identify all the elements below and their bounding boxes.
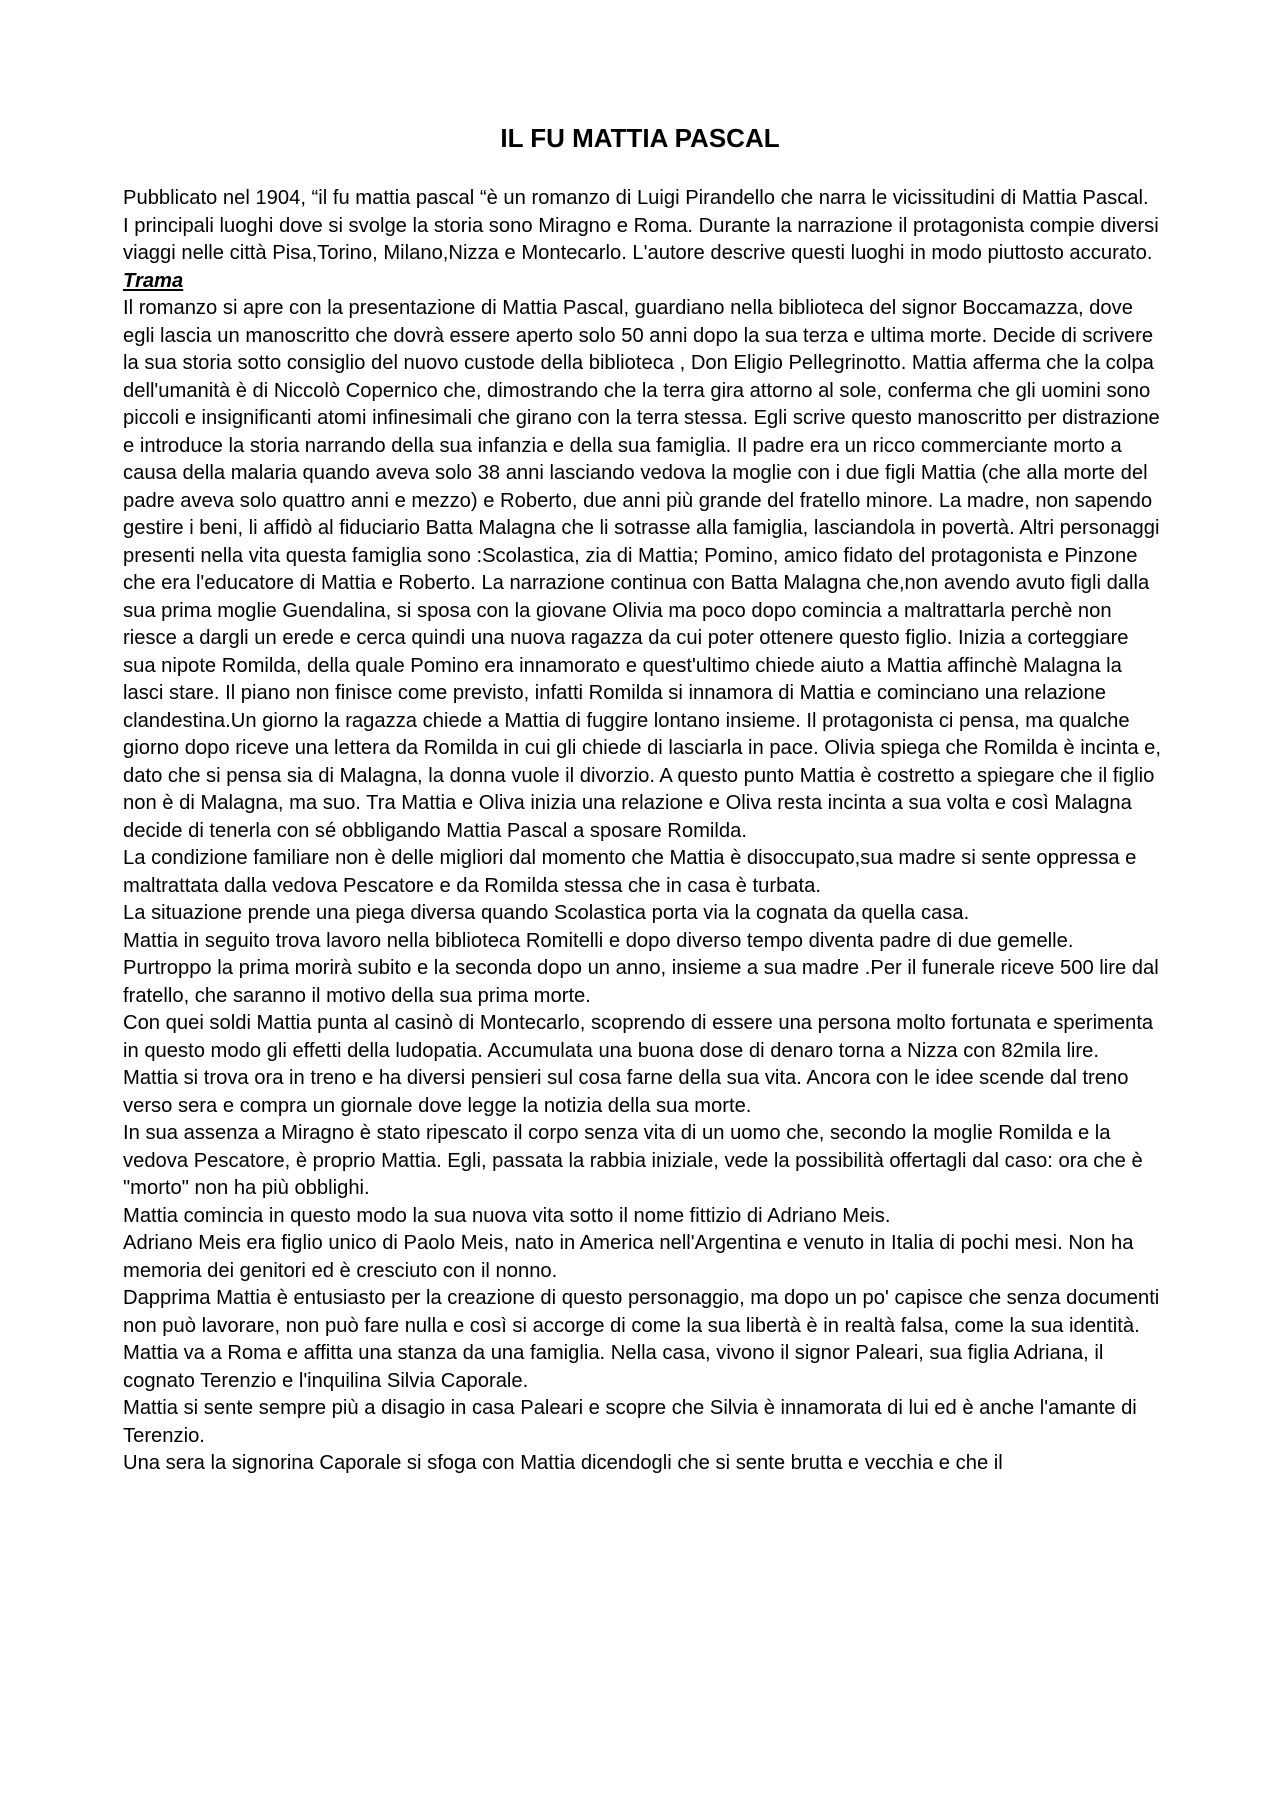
- plot-paragraph: Dapprima Mattia è entusiasto per la creazione di questo personaggio, ma dopo un po' capisce che senza documenti non può lavorare, non può fare nulla e così si accorge di come la sua libertà è in realtà falsa, come la sua identità.: [123, 1287, 1160, 1337]
- plot-paragraph: Il romanzo si apre con la presentazione di Mattia Pascal, guardiano nella biblioteca del signor Boccamazza, dove egli lascia un manoscritto che dovrà essere aperto solo 50 anni dopo la sua terza e ultima morte. Decide di scrivere la sua storia sotto consiglio del nuovo custode della biblioteca , Don Eligio Pellegrinotto. Mattia afferma che la colpa dell'umanità è di Niccolò Copernico che, dimostrando che la terra gira attorno al sole, conferma che gli uomini sono piccoli e insignificanti atomi infinesimali che girano con la terra stessa. Egli scrive questo manoscritto per distrazione e introduce la storia narrando della sua infanzia e della sua famiglia. Il padre era un ricco commerciante morto a causa della malaria quando aveva solo 38 anni lasciando vedova la moglie con i due figli Mattia (che alla morte del padre aveva solo quattro anni e mezzo) e Roberto, due anni più grande del fratello minore. La madre, non sapendo gestire i beni, li affidò al fiduciario Batta Malagna che li sotrasse alla famiglia, lasciandola in povertà. Altri personaggi presenti nella vita questa famiglia sono :Scolastica, zia di Mattia; Pomino, amico fidato del protagonista e Pinzone che era l'educatore di Mattia e Roberto. La narrazione continua con Batta Malagna che,non avendo avuto figli dalla sua prima moglie Guendalina, si sposa con la giovane Olivia ma poco dopo comincia a maltrattarla perchè non riesce a dargli un erede e cerca quindi una nuova ragazza da cui poter ottenere questo figlio. Inizia a corteggiare sua nipote Romilda, della quale Pomino era innamorato e quest'ultimo chiede aiuto a Mattia affinchè Malagna la lasci stare. Il piano non finisce come previsto, infatti Romilda si innamora di Mattia e cominciano una relazione clandestina.Un giorno la ragazza chiede a Mattia di fuggire lontano insieme. Il protagonista ci pensa, ma qualche giorno dopo riceve una lettera da Romilda in cui gli chiede di lasciarla in pace. Olivia spiega che Romilda è incinta e, dato che si pensa sia di Malagna, la donna vuole il divorzio. A questo punto Mattia è costretto a spiegare che il figlio non è di Malagna, ma suo. Tra Mattia e Oliva inizia una relazione e Oliva resta incinta a sua volta e così Malagna decide di tenerla con sé obbligando Mattia Pascal a sposare Romilda.: [123, 297, 1161, 842]
- plot-paragraph: La condizione familiare non è delle migliori dal momento che Mattia è disoccupato,sua madre si sente oppressa e maltrattata dalla vedova Pescatore e da Romilda stessa che in casa è turbata.: [123, 847, 1137, 897]
- plot-paragraph: Con quei soldi Mattia punta al casinò di Montecarlo, scoprendo di essere una persona molto fortunata e sperimenta in questo modo gli effetti della ludopatia. Accumulata una buona dose di denaro torna a Nizza con 82mila lire.: [123, 1012, 1154, 1062]
- document-title: IL FU MATTIA PASCAL: [500, 123, 780, 153]
- plot-paragraph: Adriano Meis era figlio unico di Paolo Meis, nato in America nell'Argentina e venuto in Italia di pochi mesi. Non ha memoria dei genitori ed è cresciuto con il nonno.: [123, 1232, 1134, 1282]
- plot-paragraph: Una sera la signorina Caporale si sfoga con Mattia dicendogli che si sente brutta e vecchia e che il: [123, 1452, 1003, 1474]
- document-body: [123, 185, 1163, 1478]
- intro-paragraph: Pubblicato nel 1904, “il fu mattia pascal “è un romanzo di Luigi Pirandello che narra le vicissitudini di Mattia Pascal.: [123, 187, 1149, 209]
- plot-paragraph: Mattia in seguito trova lavoro nella biblioteca Romitelli e dopo diverso tempo diventa padre di due gemelle. Purtroppo la prima morirà subito e la seconda dopo un anno, insieme a sua madre .Per il funerale riceve 500 lire dal fratello, che saranno il motivo della sua prima morte.: [123, 929, 1159, 1007]
- plot-paragraph: Mattia si sente sempre più a disagio in casa Paleari e scopre che Silvia è innamorata di lui ed è anche l'amante di Terenzio.: [123, 1397, 1137, 1447]
- plot-paragraph: Mattia si trova ora in treno e ha diversi pensieri sul cosa farne della sua vita. Ancora con le idee scende dal treno verso sera e compra un giornale dove legge la notizia della sua morte.: [123, 1067, 1129, 1117]
- section-heading-trama: Trama: [123, 269, 184, 292]
- plot-paragraph: Mattia va a Roma e affitta una stanza da una famiglia. Nella casa, vivono il signor Paleari, sua figlia Adriana, il cognato Terenzio e l'inquilina Silvia Caporale.: [123, 1342, 1104, 1392]
- intro-paragraph: I principali luoghi dove si svolge la storia sono Miragno e Roma. Durante la narrazione il protagonista compie diversi viaggi nelle città Pisa,Torino, Milano,Nizza e Montecarlo. L'autore descrive questi luoghi in modo piuttosto accurato.: [123, 214, 1159, 264]
- plot-paragraph: La situazione prende una piega diversa quando Scolastica porta via la cognata da quella casa.: [123, 902, 970, 924]
- plot-paragraph: In sua assenza a Miragno è stato ripescato il corpo senza vita di un uomo che, secondo la moglie Romilda e la vedova Pescatore, è proprio Mattia. Egli, passata la rabbia iniziale, vede la possibilità offertagli dal caso: ora che è "morto" non ha più obblighi.: [123, 1122, 1143, 1199]
- plot-paragraph: Mattia comincia in questo modo la sua nuova vita sotto il nome fittizio di Adriano Meis.: [123, 1204, 891, 1227]
